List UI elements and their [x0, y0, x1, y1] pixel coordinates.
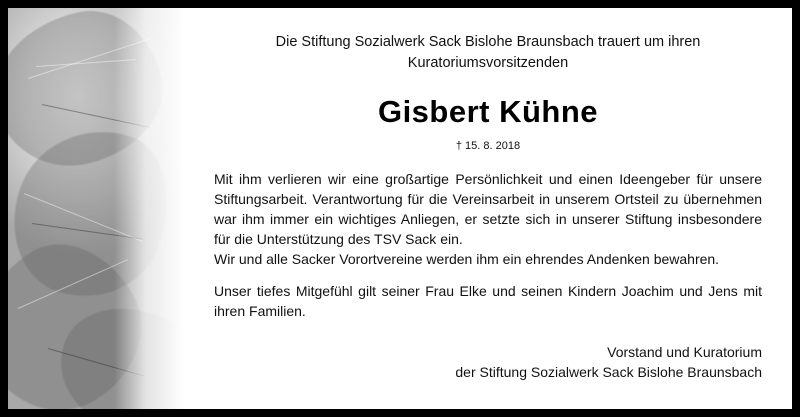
tribute-paragraph-1: Mit ihm verlieren wir eine großartige Persönlichkeit und einen Ideengeber für unsere Stiftungsarbeit. Verantwortung für die Vereinsarbeit in unserem Ortsteil zu übernehmen war ihm immer ein wichtiges Anliegen, er setzte sich in unserer Stiftung insbesondere für die Unterstützung des TSV Sack ein.: [214, 171, 762, 247]
tribute-paragraph-3: Unser tiefes Mitgefühl gilt seiner Frau Elke und seinen Kindern Joachim und Jens mit ihren Familien.: [214, 283, 762, 320]
death-date: † 15. 8. 2018: [455, 140, 521, 153]
notice-content: [184, 8, 792, 409]
tribute-paragraph-2: Wir und alle Sacker Vorortvereine werden ihm ein ehrendes Andenken bewahren.: [214, 250, 720, 267]
photo-fade-overlay: [114, 8, 184, 409]
deceased-name: Gisbert Kühne: [377, 94, 599, 130]
signature-block: [214, 342, 762, 383]
obituary-notice: [8, 8, 792, 409]
intro-text: Die Stiftung Sozialwerk Sack Bislohe Braunsbach trauert um ihren Kuratoriumsvorsitzenden: [275, 34, 701, 72]
tribute-text: [214, 170, 762, 322]
signature-line-1: Vorstand und Kuratorium: [607, 344, 762, 361]
signature-line-2: der Stiftung Sozialwerk Sack Bislohe Braunsbach: [455, 364, 762, 381]
leaf-photograph: [8, 8, 184, 409]
